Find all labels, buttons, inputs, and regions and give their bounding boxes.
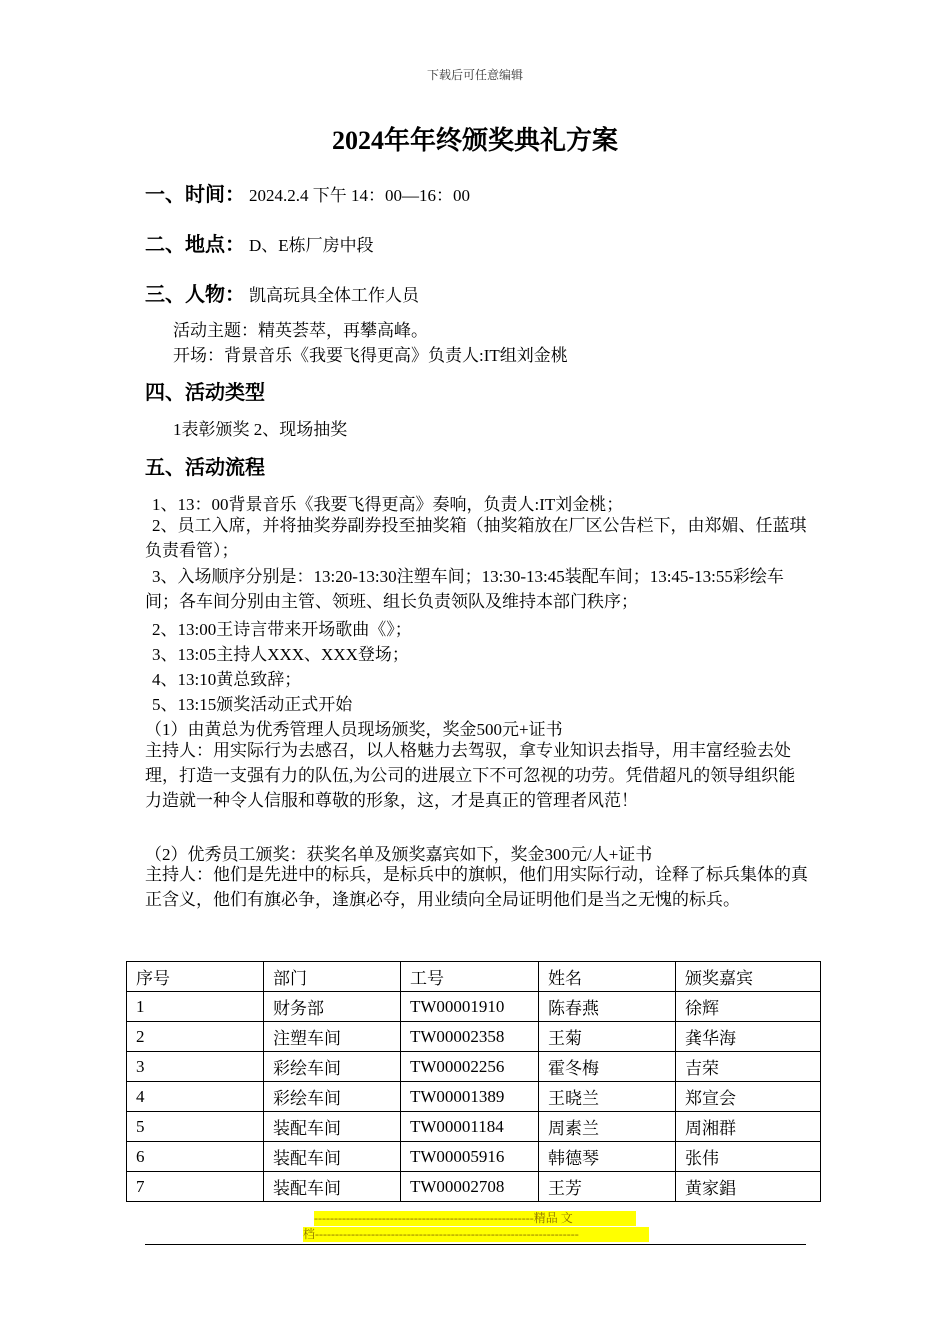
table-cell: 注塑车间 bbox=[264, 1022, 401, 1052]
table-header-cell: 部门 bbox=[264, 962, 401, 992]
table-cell: 霍冬梅 bbox=[539, 1052, 676, 1082]
flow-step-3: 3、入场顺序分别是：13:20-13:30注塑车间；13:30-13:45装配车间；13:45-13:55彩绘车间；各车间分别由主管、领班、组长负责领队及维持本部门秩序； bbox=[145, 567, 784, 611]
section-people-label: 三、人物： bbox=[145, 284, 245, 306]
page-title: 2024年年终颁奖典礼方案 bbox=[331, 126, 618, 155]
section-time-value: 2024.2.4 下午 14：00—16：00 bbox=[249, 186, 470, 205]
table-cell: 黄家錩 bbox=[676, 1172, 821, 1202]
footer-watermark-line-2: 档------------------------------------------------------------------ bbox=[303, 1227, 649, 1242]
opening-line: 开场：背景音乐《我要飞得更高》负责人:IT组刘金桃 bbox=[173, 346, 568, 365]
flow-step-1: 1、13：00背景音乐《我要飞得更高》奏响，负责人:IT刘金桃； bbox=[152, 495, 624, 514]
table-cell: 王芳 bbox=[539, 1172, 676, 1202]
table-header-cell: 序号 bbox=[127, 962, 264, 992]
table-cell: 王菊 bbox=[539, 1022, 676, 1052]
section-flow-heading: 五、活动流程 bbox=[145, 457, 265, 479]
table-cell: 装配车间 bbox=[264, 1142, 401, 1172]
table-cell: 2 bbox=[127, 1022, 264, 1052]
table-cell: TW00001389 bbox=[401, 1082, 539, 1112]
table-cell: 吉荣 bbox=[676, 1052, 821, 1082]
table-row bbox=[127, 992, 821, 1022]
table-cell: 郑宣会 bbox=[676, 1082, 821, 1112]
table-cell: 徐辉 bbox=[676, 992, 821, 1022]
table-row bbox=[127, 1082, 821, 1112]
section-time-label: 一、时间： bbox=[145, 184, 245, 206]
section-people bbox=[145, 278, 419, 307]
table-row bbox=[127, 1172, 821, 1202]
table-cell: 装配车间 bbox=[264, 1172, 401, 1202]
table-cell: TW00001910 bbox=[401, 992, 539, 1022]
table-cell: 陈春燕 bbox=[539, 992, 676, 1022]
flow-step-6: 4、13:10黄总致辞； bbox=[152, 670, 302, 689]
table-cell: 王晓兰 bbox=[539, 1082, 676, 1112]
table-row bbox=[127, 1052, 821, 1082]
table-cell: 韩德琴 bbox=[539, 1142, 676, 1172]
activity-theme: 活动主题：精英荟萃，再攀高峰。 bbox=[173, 321, 428, 340]
table-cell: 周湘群 bbox=[676, 1112, 821, 1142]
host-speech-1: 主持人：用实际行为去感召，以人格魅力去驾驭，拿专业知识去指导，用丰富经验去处理，打造一支强有力的队伍,为公司的进展立下不可忽视的功劳。凭借超凡的领导组织能力造就一种令人信服和尊敬的形象，这，才是真正的管理者风范！ bbox=[145, 741, 796, 810]
table-cell: TW00005916 bbox=[401, 1142, 539, 1172]
activity-type-line: 1表彰颁奖 2、现场抽奖 bbox=[173, 420, 348, 439]
table-cell: 4 bbox=[127, 1082, 264, 1112]
table-cell: 1 bbox=[127, 992, 264, 1022]
table-row bbox=[127, 1112, 821, 1142]
section-place-value: D、E栋厂房中段 bbox=[249, 236, 374, 255]
table-cell: 张伟 bbox=[676, 1142, 821, 1172]
table-row bbox=[127, 1142, 821, 1172]
table-cell: 3 bbox=[127, 1052, 264, 1082]
section-type-heading: 四、活动类型 bbox=[145, 382, 265, 404]
flow-step-4: 2、13:00王诗言带来开场歌曲《》； bbox=[152, 620, 412, 639]
table-cell: 周素兰 bbox=[539, 1112, 676, 1142]
table-cell: 彩绘车间 bbox=[264, 1052, 401, 1082]
table-cell: TW00002358 bbox=[401, 1022, 539, 1052]
table-cell: 彩绘车间 bbox=[264, 1082, 401, 1112]
table-cell: 龚华海 bbox=[676, 1022, 821, 1052]
footer-watermark-line-1: -------------------------------------------------------精品 文 bbox=[314, 1211, 636, 1226]
table-row bbox=[127, 1022, 821, 1052]
section-place-label: 二、地点： bbox=[145, 234, 245, 256]
award-table bbox=[126, 961, 821, 1202]
header-note: 下载后可任意编辑 bbox=[426, 68, 523, 82]
table-header-row bbox=[127, 962, 821, 992]
table-cell: 7 bbox=[127, 1172, 264, 1202]
award-2-line: （2）优秀员工颁奖：获奖名单及颁奖嘉宾如下，奖金300元/人+证书 bbox=[145, 845, 653, 864]
table-header-cell: 姓名 bbox=[539, 962, 676, 992]
table-cell: TW00001184 bbox=[401, 1112, 539, 1142]
section-place bbox=[145, 228, 374, 257]
section-people-value: 凯高玩具全体工作人员 bbox=[249, 286, 419, 305]
table-cell: TW00002256 bbox=[401, 1052, 539, 1082]
flow-step-5: 3、13:05主持人XXX、XXX登场； bbox=[152, 645, 409, 664]
award-1-line: （1）由黄总为优秀管理人员现场颁奖，奖金500元+证书 bbox=[145, 720, 563, 739]
footer-rule bbox=[145, 1244, 806, 1245]
flow-step-7: 5、13:15颁奖活动正式开始 bbox=[152, 695, 353, 714]
section-time bbox=[145, 178, 470, 207]
flow-step-2: 2、员工入席，并将抽奖券副券投至抽奖箱（抽奖箱放在厂区公告栏下，由郑媚、任蓝琪负责看管）； bbox=[145, 516, 807, 560]
table-cell: 6 bbox=[127, 1142, 264, 1172]
table-cell: 装配车间 bbox=[264, 1112, 401, 1142]
table-header-cell: 工号 bbox=[401, 962, 539, 992]
table-cell: TW00002708 bbox=[401, 1172, 539, 1202]
table-cell: 5 bbox=[127, 1112, 264, 1142]
table-header-cell: 颁奖嘉宾 bbox=[676, 962, 821, 992]
table-cell: 财务部 bbox=[264, 992, 401, 1022]
host-speech-2: 主持人：他们是先进中的标兵，是标兵中的旗帜，他们用实际行动，诠释了标兵集体的真正含义，他们有旗必争，逢旗必夺，用业绩向全局证明他们是当之无愧的标兵。 bbox=[145, 865, 808, 909]
